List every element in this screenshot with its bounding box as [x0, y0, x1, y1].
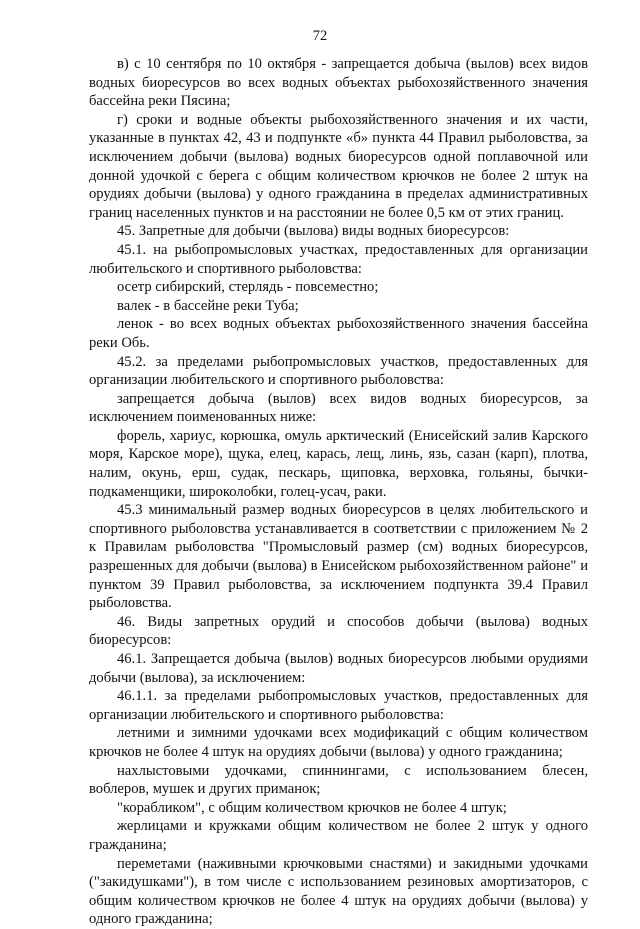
list-item-zherlitsy: жерлицами и кружками общим количеством не более 2 штук у одного гражданина;	[89, 818, 588, 853]
paragraph-45-heading: 45. Запретные для добычи (вылова) виды водных биоресурсов:	[117, 223, 510, 240]
paragraph-allowed-species-list: форель, хариус, корюшка, омуль арктический (Енисейский залив Карского моря, Карское море), щука, елец, карась, лещ, линь, язь, сазан (карп), плотва, налим, окунь, ерш, судак, пескарь, щиповка, верховка, гольяны, бычки-подкаменщики, широколобки, голец-усач, раки.	[89, 427, 588, 500]
list-item-flyfishing: нахлыстовыми удочками, спиннингами, с использованием блесен, воблеров, мушек и других приманок;	[89, 762, 588, 798]
paragraph-prohibition-all-species: запрещается добыча (вылов) всех видов водных биоресурсов, за исключением поименованных ниже:	[89, 390, 588, 426]
paragraph-46-1: 46.1. Запрещается добыча (вылов) водных биоресурсов любыми орудиями добычи (вылова), за исключением:	[89, 651, 588, 686]
paragraph-46-heading: 46. Виды запретных орудий и способов добычи (вылова) водных биоресурсов:	[89, 613, 588, 649]
list-item-rods: летними и зимними удочками всех модификаций с общим количеством крючков не более 4 штук на орудиях добычи (вылова) у одного гражданина;	[89, 725, 588, 760]
page-number: 72	[312, 28, 328, 44]
document-body	[89, 55, 588, 929]
list-item-korablik: "корабликом", с общим количеством крючков не более 4 штук;	[117, 799, 507, 816]
paragraph-45-1: 45.1. на рыбопромысловых участках, предоставленных для организации любительского и спортивного рыболовства:	[89, 241, 588, 277]
list-item-valek: валек - в бассейне реки Туба;	[117, 297, 299, 314]
paragraph-g-exceptions: г) сроки и водные объекты рыбохозяйственного значения и их части, указанные в пунктах 42, 43 и подпункте «б» пункта 44 Правил рыболовства, за исключением добычи (вылова) водных биоресурсов одной поплавочной или донной удочкой с берега с общим количеством крючков не более 2 штук на орудиях добычи (вылова) у одного гражданина в пределах административных границ населенных пунктов и на расстоянии не более 0,5 км от этих границ.	[89, 111, 588, 221]
paragraph-46-1-1: 46.1.1. за пределами рыбопромысловых участков, предоставленных для организации любительского и спортивного рыболовства:	[89, 688, 588, 723]
paragraph-v-closing-dates: в) с 10 сентября по 10 октября - запрещается добыча (вылов) всех видов водных биоресурсов во всех водных объектах рыбохозяйственного значения бассейна реки Пясина;	[89, 56, 588, 110]
list-item-peremety: переметами (наживными крючковыми снастями) и закидными удочками ("закидушками"), в том числе с использованием резиновых амортизаторов, с общим количеством крючков не более 4 штук на орудиях добычи (вылова) у одного гражданина;	[89, 855, 588, 928]
paragraph-45-2: 45.2. за пределами рыбопромысловых участков, предоставленных для организации любительского и спортивного рыболовства:	[89, 353, 588, 389]
list-item-lenok: ленок - во всех водных объектах рыбохозяйственного значения бассейна реки Обь.	[89, 316, 588, 351]
list-item-sturgeon: осетр сибирский, стерлядь - повсеместно;	[117, 279, 379, 296]
paragraph-45-3: 45.3 минимальный размер водных биоресурсов в целях любительского и спортивного рыболовства устанавливается в соответствии с приложением № 2 к Правилам рыболовства "Промысловый размер (см) водных биоресурсов, разрешенных для добычи (вылова) в Енисейском рыбохозяйственном районе" и пунктом 39 Правил рыболовства, за исключением подпункта 39.4 Правил рыболовства.	[89, 502, 588, 612]
